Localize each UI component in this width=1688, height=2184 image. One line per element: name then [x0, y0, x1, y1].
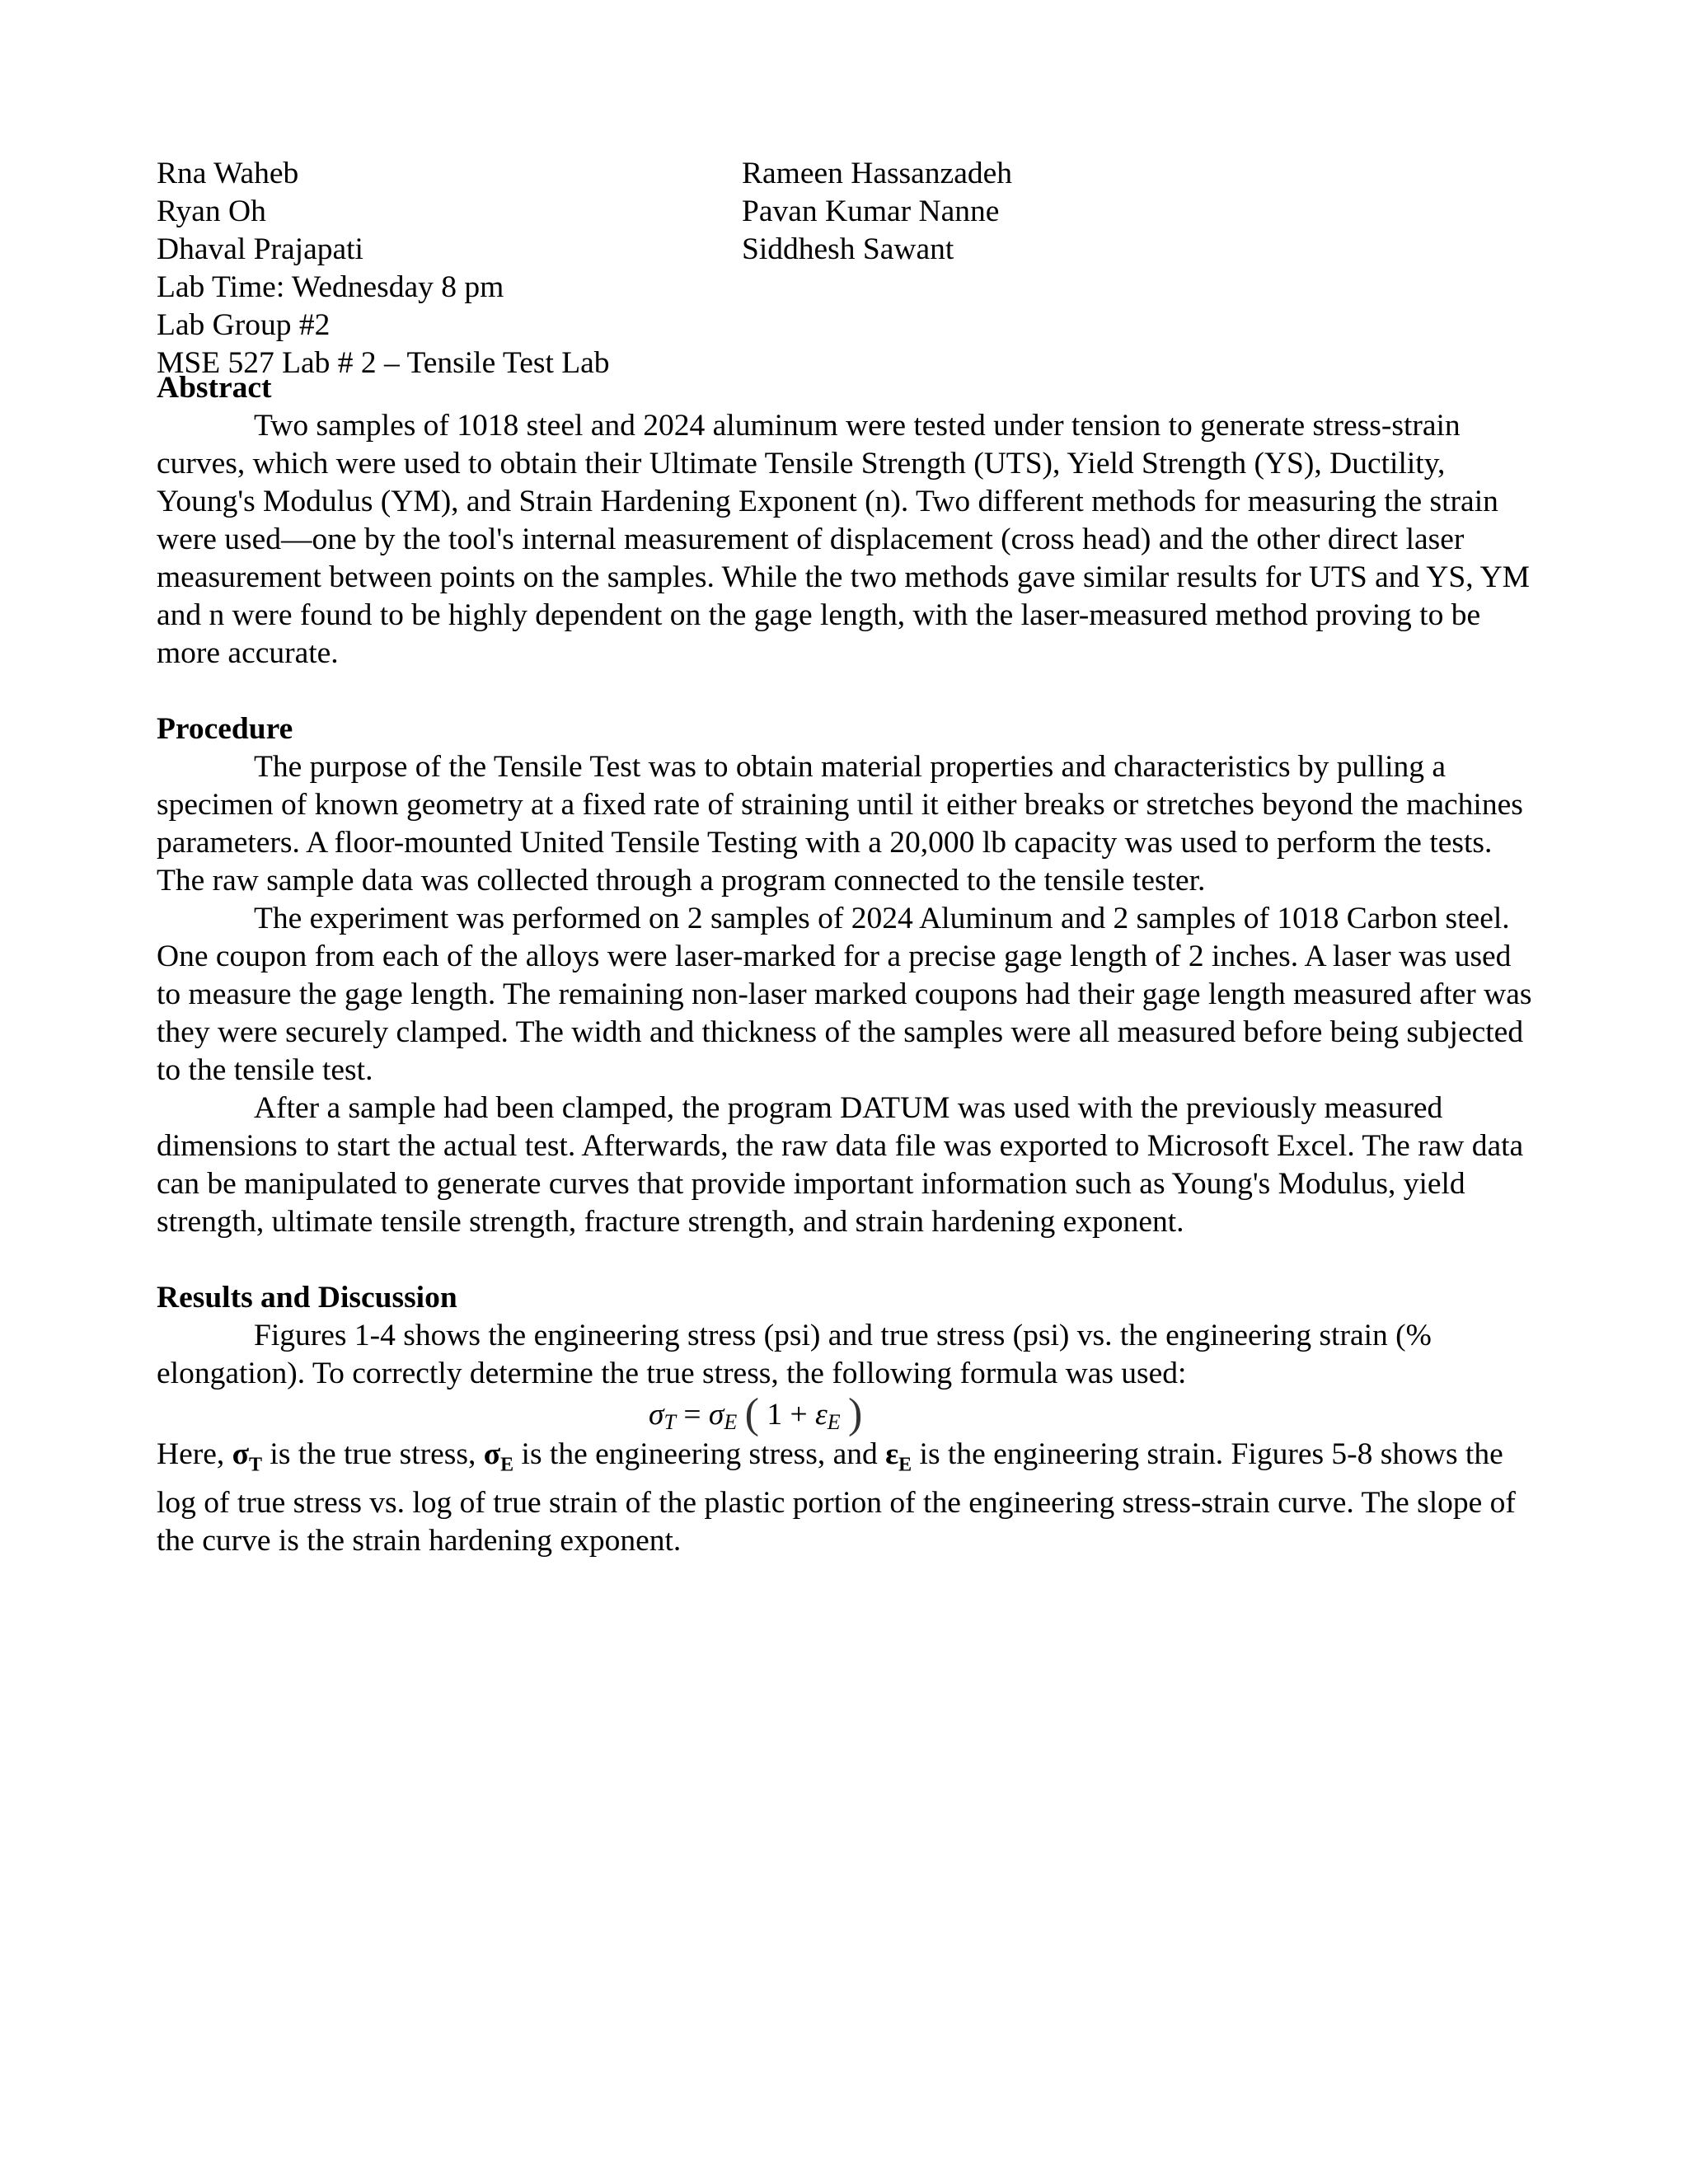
author-name: Ryan Oh	[157, 194, 266, 228]
author-name: Rameen Hassanzadeh	[742, 157, 1012, 190]
author-list-left	[157, 155, 734, 382]
author-header	[157, 155, 1541, 380]
document-page	[157, 155, 1541, 1560]
formula-open-paren: (	[744, 1390, 759, 1437]
abstract-heading: Abstract	[157, 371, 272, 405]
author-name: Pavan Kumar Nanne	[742, 194, 1000, 228]
results-intro-paragraph: Figures 1-4 shows the engineering stress (psi) and true stress (psi) vs. the engineering strain (% elongation). To correctly determine the true stress, the following formula was used:	[157, 1319, 1432, 1390]
author-name: Rna Waheb	[157, 157, 299, 190]
procedure-section	[157, 710, 1541, 1241]
procedure-heading: Procedure	[157, 712, 293, 746]
abstract-section	[157, 369, 1541, 673]
lab-group: Lab Group #2	[157, 308, 331, 342]
author-name: Dhaval Prajapati	[157, 232, 363, 266]
formula-equals: =	[683, 1398, 701, 1432]
formula-one: 1	[767, 1398, 783, 1432]
formula-plus: +	[790, 1398, 808, 1432]
formula-sigma-e: $\sigma_E$	[708, 1398, 738, 1434]
true-stress-formula	[157, 1390, 1541, 1437]
results-section	[157, 1279, 1541, 1560]
procedure-paragraph: After a sample had been clamped, the program DATUM was used with the previously measured dimensions to start the actual test. Afterwards, the raw data file was exported to Microsoft Excel. The raw data can be manipulated to generate curves that provide important information such as Young's Modulus, yield strength, ultimate tensile strength, fracture strength, and strain hardening exponent.	[157, 1091, 1524, 1239]
author-list-right	[742, 155, 1319, 269]
author-name: Siddhesh Sawant	[742, 232, 954, 266]
results-heading: Results and Discussion	[157, 1281, 457, 1315]
procedure-paragraph: The purpose of the Tensile Test was to obtain material properties and characteristics by pulling a specimen of known geometry at a fixed rate of straining until it either breaks or stretches beyond the machines parameters. A floor-mounted United Tensile Testing with a 20,000 lb capacity was used to perform the tests. The raw sample data was collected through a program connected to the tensile tester.	[157, 750, 1523, 898]
procedure-paragraph: The experiment was performed on 2 samples of 2024 Aluminum and 2 samples of 1018 Carbon steel. One coupon from each of the alloys were laser-marked for a precise gage length of 2 inches. A laser was used to measure the gage length. The remaining non-laser marked coupons had their gage length measured after was they were securely clamped. The width and thickness of the samples were all measured before being subjected to the tensile test.	[157, 902, 1532, 1087]
lab-title: MSE 527 Lab # 2 – Tensile Test Lab	[157, 346, 610, 380]
lab-time: Lab Time: Wednesday 8 pm	[157, 270, 504, 304]
abstract-paragraph: Two samples of 1018 steel and 2024 aluminum were tested under tension to generate stress-strain curves, which were used to obtain their Ultimate Tensile Strength (UTS), Yield Strength (YS), Ductility, Young's Modulus (YM), and Strain Hardening Exponent (n). Two different methods for measuring the strain were used—one by the tool's internal measurement of displacement (cross head) and the other direct laser measurement between points on the samples. While the two methods gave similar results for UTS and YS, YM and n were found to be highly dependent on the gage length, with the laser-measured method proving to be more accurate.	[157, 409, 1531, 670]
formula-epsilon-e: $\varepsilon_E$	[815, 1398, 841, 1434]
results-paragraph: Here, $\sigma_T$ is the true stress, $\sigma_E$ is the engineering stress, and $\varepsilon_E$ is the engineering strain. Figures 5-8 shows the log of true stress vs. log of true strain of the plastic portion of the engineering stress-strain curve. The slope of the curve is the strain hardening exponent.	[157, 1437, 1516, 1558]
formula-sigma-t: $\sigma_T$	[649, 1398, 676, 1434]
formula-close-paren: )	[848, 1390, 863, 1437]
